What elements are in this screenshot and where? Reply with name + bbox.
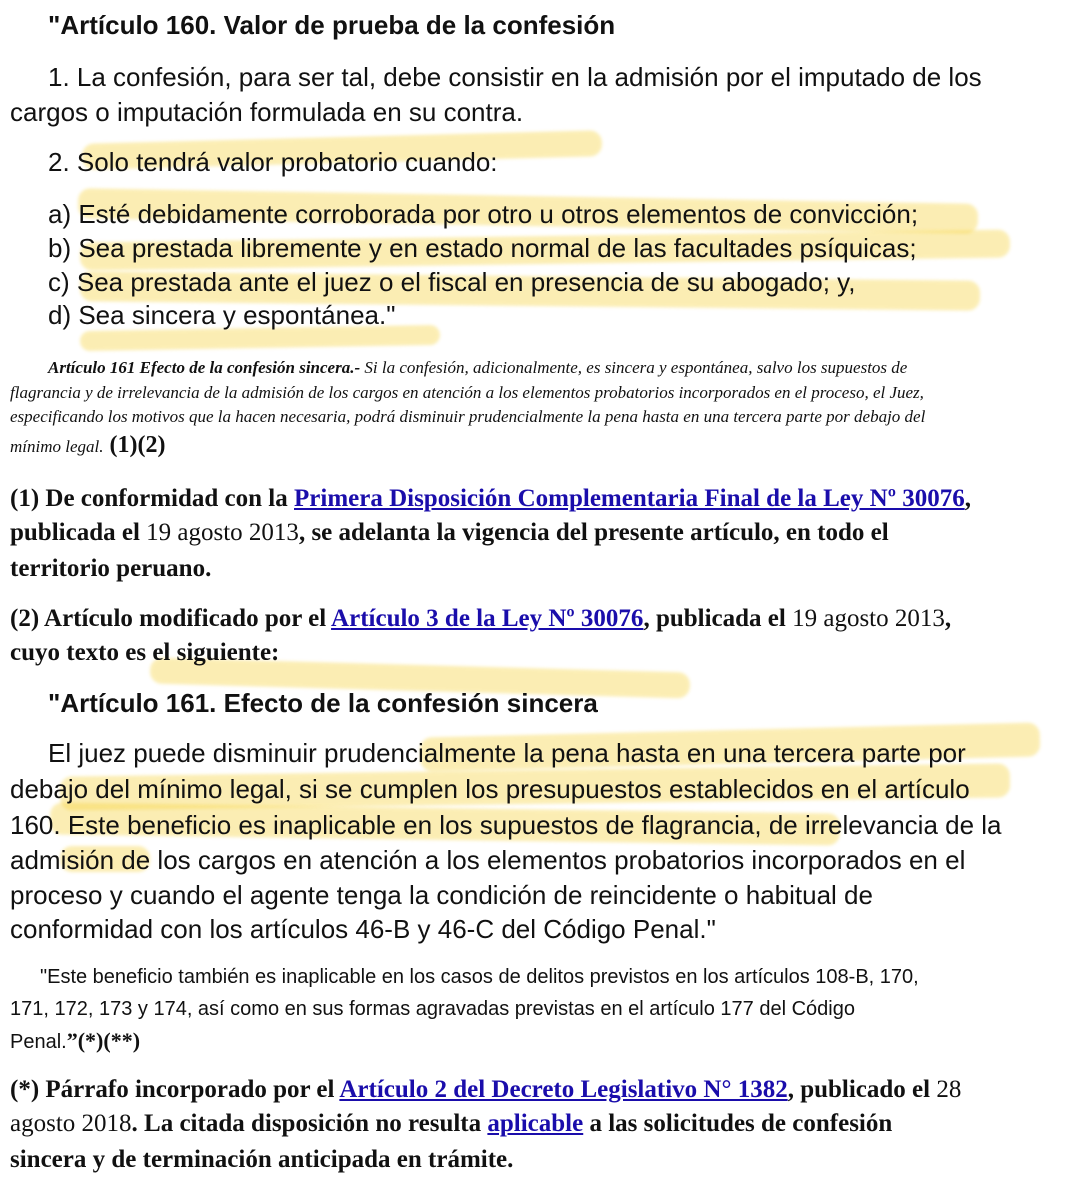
- added-paragraph-line3-text: Penal.: [10, 1031, 67, 1053]
- article-160-para2: 2. Solo tendrá valor probatorio cuando:: [48, 147, 498, 177]
- note-1-link[interactable]: Primera Disposición Complementaria Final de la Ley Nº 30076: [294, 485, 965, 512]
- note-3-applicable-link[interactable]: aplicable: [487, 1110, 584, 1137]
- note-2-line1: [10, 605, 951, 633]
- article-161-old-line3: especificando los motivos que la hacen necesaria, podrá disminuir prudencialmente la pena hasta en una tercera parte por debajo del: [10, 407, 926, 426]
- note-2-date: 19 agosto 2013: [792, 605, 945, 632]
- article-160-para1-line2: cargos o imputación formulada en su contra.: [10, 97, 524, 127]
- note-1-line1: [10, 485, 971, 513]
- note-3-line1: [10, 1076, 961, 1104]
- note-3-date-rest: agosto 2018: [10, 1110, 132, 1137]
- note-3-line2: [10, 1110, 892, 1138]
- note-3-link[interactable]: Artículo 2 del Decreto Legislativo N° 1382: [339, 1076, 788, 1103]
- note-1-line3: territorio peruano.: [10, 555, 212, 582]
- article-161-old-line4-text: mínimo legal.: [10, 437, 104, 456]
- article-160-item-d: d) Sea sincera y espontánea.": [48, 300, 396, 330]
- article-161-old-line1-text: Si la confesión, adicionalmente, es sincera y espontánea, salvo los supuestos de: [360, 358, 908, 377]
- article-160-para1-line1: 1. La confesión, para ser tal, debe consistir en la admisión por el imputado de los: [48, 62, 982, 92]
- article-161-new-line5: proceso y cuando el agente tenga la condición de reincidente o habitual de: [10, 880, 873, 910]
- article-161-old-line2: flagrancia y de irrelevancia de la admisión de los cargos en atención a los elementos probatorios incorporados en el proceso, el Juez,: [10, 383, 924, 402]
- article-160-title: "Artículo 160. Valor de prueba de la confesión: [48, 10, 616, 40]
- added-paragraph-line3: [10, 1028, 140, 1054]
- note-1-date: 19 agosto 2013: [146, 519, 299, 546]
- article-161-old-line1: [48, 358, 907, 378]
- note-1-line2: [10, 519, 889, 547]
- note-3-mid: , publicado el: [787, 1076, 937, 1103]
- added-paragraph-line1: "Este beneficio también es inaplicable en los casos de delitos previstos en los artículos 108-B, 170,: [40, 966, 919, 988]
- article-161-new-line4: admisión de los cargos en atención a los elementos probatorios incorporados en el: [10, 845, 966, 875]
- note-2-suffix: ,: [944, 605, 952, 632]
- article-161-old-heading: Artículo 161 Efecto de la confesión sincera.-: [48, 358, 361, 377]
- note-3-line2-tail: a las solicitudes de confesión: [583, 1110, 893, 1137]
- article-161-old-line4: [10, 432, 165, 459]
- article-161-new-line1: El juez puede disminuir prudencialmente la pena hasta en una tercera parte por: [48, 738, 966, 768]
- article-160-item-c: c) Sea prestada ante el juez o el fiscal en presencia de su abogado; y,: [48, 267, 856, 297]
- added-paragraph-refs: ”(*)(**): [66, 1028, 141, 1053]
- note-2-link[interactable]: Artículo 3 de la Ley Nº 30076: [331, 605, 644, 632]
- article-161-new-line2: debajo del mínimo legal, si se cumplen los presupuestos establecidos en el artículo: [10, 774, 970, 804]
- article-161-old-refs: (1)(2): [103, 432, 166, 458]
- note-2-mid: , publicada el: [643, 605, 793, 632]
- article-161-new-line6: conformidad con los artículos 46-B y 46-C del Código Penal.": [10, 914, 716, 944]
- note-1-published: publicada el: [10, 519, 147, 546]
- note-3-line3: sincera y de terminación anticipada en trámite.: [10, 1146, 514, 1173]
- note-1-prefix: (1) De conformidad con la: [10, 485, 294, 512]
- note-1-suffix: ,: [964, 485, 971, 512]
- note-2-line2: cuyo texto es el siguiente:: [10, 639, 280, 666]
- note-3-prefix: (*) Párrafo incorporado por el: [10, 1076, 340, 1103]
- article-160-item-b: b) Sea prestada libremente y en estado normal de las facultades psíquicas;: [48, 233, 917, 263]
- article-161-new-line3: 160. Este beneficio es inaplicable en los supuestos de flagrancia, de irrelevancia de la: [10, 810, 1002, 840]
- article-160-item-a: a) Esté debidamente corroborada por otro u otros elementos de convicción;: [48, 199, 919, 229]
- note-1-line2-text: , se adelanta la vigencia del presente artículo, en todo el: [298, 519, 889, 546]
- added-paragraph-line2: 171, 172, 173 y 174, así como en sus formas agravadas previstas en el artículo 177 del Código: [10, 998, 855, 1020]
- note-3-line2-text: . La citada disposición no resulta: [131, 1110, 488, 1137]
- note-3-date: 28: [936, 1076, 962, 1103]
- article-161-new-title: "Artículo 161. Efecto de la confesión sincera: [48, 688, 598, 718]
- note-2-prefix: (2) Artículo modificado por el: [10, 605, 332, 632]
